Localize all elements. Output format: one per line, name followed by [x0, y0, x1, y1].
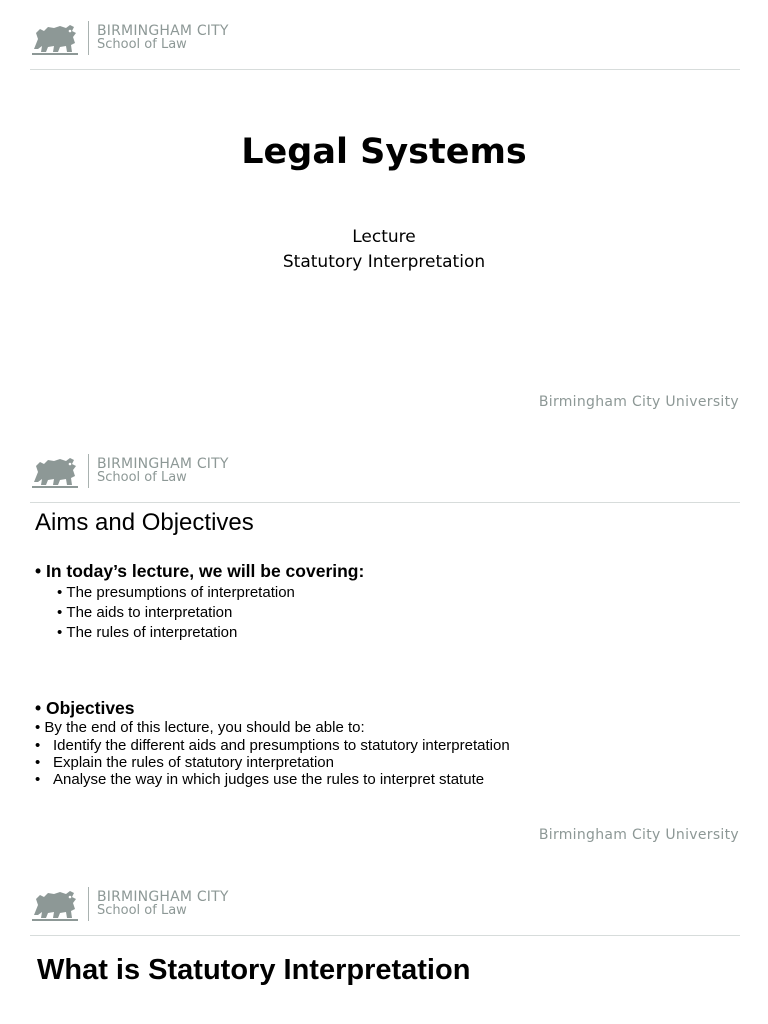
topic-item-text: The aids to interpretation	[66, 604, 233, 621]
footer-university: Birmingham City University	[538, 394, 739, 410]
objective-item: • Analyse the way in which judges use the rules to interpret statute	[35, 771, 485, 788]
university-logo	[30, 451, 229, 491]
topic-item: • The presumptions of interpretation	[57, 584, 295, 601]
covering-intro-text: In today’s lecture, we will be covering:	[46, 561, 365, 581]
lion-crest-icon	[30, 452, 80, 490]
topic-item: • The rules of interpretation	[57, 624, 238, 641]
logo-title: BIRMINGHAM CITY	[97, 456, 229, 472]
logo-divider	[88, 21, 89, 55]
university-logo	[30, 884, 229, 924]
covering-intro: • In today’s lecture, we will be covering:	[35, 561, 365, 581]
lion-crest-icon	[30, 19, 80, 57]
logo-subtitle: School of Law	[97, 470, 187, 485]
topic-item-text: The rules of interpretation	[66, 624, 238, 641]
aims-heading: Aims and Objectives	[35, 509, 254, 536]
slide-title-heading: Legal Systems	[241, 132, 527, 172]
footer-university: Birmingham City University	[538, 827, 739, 843]
logo-title: BIRMINGHAM CITY	[97, 889, 229, 905]
topic-item-text: The presumptions of interpretation	[66, 584, 295, 601]
objectives-heading-text: Objectives	[46, 698, 135, 718]
slide-aims	[0, 433, 768, 866]
logo-subtitle: School of Law	[97, 903, 187, 918]
slide-title	[0, 0, 768, 433]
objective-item-text: Explain the rules of statutory interpretation	[53, 754, 334, 771]
slide-what-is	[0, 866, 768, 1024]
header-rule	[30, 69, 740, 70]
slide-subtitle-lecture: Lecture	[352, 227, 416, 247]
objective-item: • Explain the rules of statutory interpretation	[35, 754, 334, 771]
objective-item: • Identify the different aids and presumptions to statutory interpretation	[35, 737, 510, 754]
logo-divider	[88, 887, 89, 921]
topic-item: • The aids to interpretation	[57, 604, 233, 621]
university-logo	[30, 18, 229, 58]
lion-crest-icon	[30, 885, 80, 923]
objectives-heading: • Objectives	[35, 698, 135, 718]
logo-title: BIRMINGHAM CITY	[97, 23, 229, 39]
logo-subtitle: School of Law	[97, 37, 187, 52]
objectives-intro: • By the end of this lecture, you should be able to:	[35, 719, 365, 736]
objectives-intro-text: By the end of this lecture, you should be able to:	[44, 719, 365, 736]
header-rule	[30, 502, 740, 503]
what-is-heading: What is Statutory Interpretation	[37, 954, 471, 986]
slide-subtitle-topic: Statutory Interpretation	[282, 252, 486, 272]
objective-item-text: Identify the different aids and presumptions to statutory interpretation	[53, 737, 510, 754]
logo-divider	[88, 454, 89, 488]
objective-item-text: Analyse the way in which judges use the rules to interpret statute	[53, 771, 485, 788]
header-rule	[30, 935, 740, 936]
